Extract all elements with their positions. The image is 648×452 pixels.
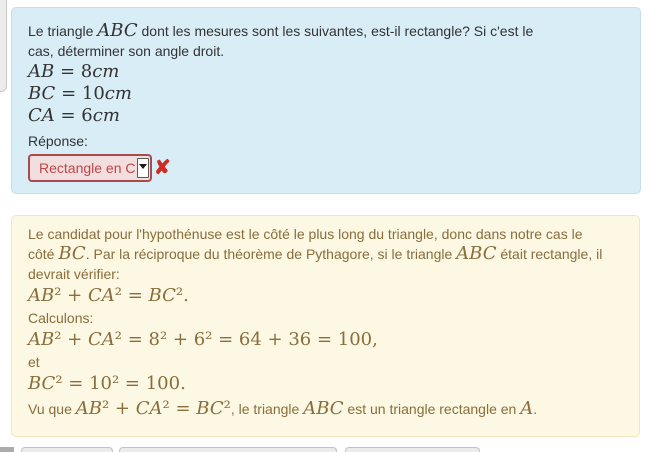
formula-sum-of-squares: AB² + CA² = 8² + 6² = 64 + 36 = 100, (28, 329, 378, 350)
measure-line-ab: AB = 8cm (28, 61, 120, 82)
answer-row (28, 154, 624, 182)
measure-line-bc: BC = 10cm (28, 83, 132, 104)
measure-line-ca: CA = 6cm (28, 105, 120, 126)
wrong-answer-icon: ✘ (154, 157, 171, 179)
calculons-label: Calculons: (28, 310, 94, 326)
answer-label: Réponse: (28, 133, 88, 149)
clipped-bottom-element (0, 447, 14, 452)
formula-hypotenuse-square: BC² = 10² = 100. (28, 373, 186, 394)
answer-select[interactable] (28, 154, 152, 182)
et-label: et (28, 354, 40, 370)
chevron-down-icon (137, 158, 149, 178)
clipped-bottom-button-1[interactable] (21, 447, 113, 452)
answer-select-value: Rectangle en C (39, 160, 136, 176)
clipped-bottom-button-3[interactable] (345, 447, 480, 452)
question-text: Le triangle ABC dont les mesures sont les suivantes, est-il rectangle? Si c'est le cas, déterminer son angle droit. (28, 20, 534, 59)
clipped-bottom-button-2[interactable] (119, 447, 337, 452)
explanation-paragraph: Le candidat pour l'hypothénuse est le côté le plus long du triangle, donc dans notre cas le côté BC. Par la réciproque du théorème de Pythagore, si le triangle ABC était rectangle, il devrait vérifier: (28, 226, 603, 282)
question-panel (11, 7, 641, 194)
formula-hypothesis: AB² + CA² = BC². (28, 285, 189, 306)
conclusion-line: Vu que AB² + CA² = BC², le triangle ABC est un triangle rectangle en A. (28, 398, 538, 419)
explanation-panel (11, 215, 640, 437)
left-clipped-panel-edge (0, 0, 7, 92)
